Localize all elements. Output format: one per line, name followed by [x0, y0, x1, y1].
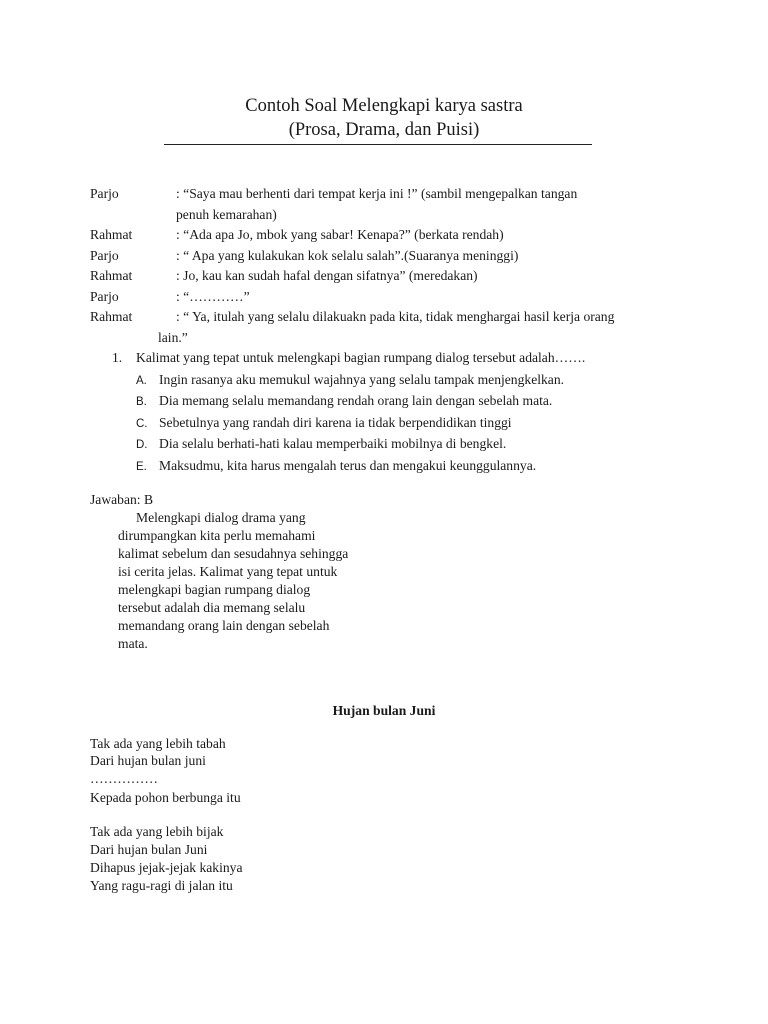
explanation-line: Melengkapi dialog drama yang: [136, 510, 306, 525]
question-number: 1.: [112, 350, 123, 365]
dialog-line: : “ Apa yang kulakukan kok selalu salah”.(Suaranya meninggi): [176, 248, 519, 263]
explanation-line: kalimat sebelum dan sesudahnya sehingga: [118, 546, 349, 561]
dialog-line: : “Saya mau berhenti dari tempat kerja ini !” (sambil mengepalkan tangan: [176, 186, 578, 201]
poem-line: Dihapus jejak-jejak kakinya: [90, 860, 243, 875]
option-letter: A.: [136, 375, 147, 387]
option-letter: B.: [136, 396, 147, 408]
explanation-line: dirumpangkan kita perlu memahami: [118, 528, 316, 543]
poem-line: Tak ada yang lebih bijak: [90, 824, 224, 839]
poem-line: ……………: [90, 771, 158, 786]
question-text: Kalimat yang tepat untuk melengkapi bagian rumpang dialog tersebut adalah…….: [136, 350, 586, 365]
option-text: Ingin rasanya aku memukul wajahnya yang selalu tampak menjengkelkan.: [159, 372, 565, 387]
explanation-line: isi cerita jelas. Kalimat yang tepat untuk: [118, 564, 338, 579]
option-letter: C.: [136, 418, 148, 430]
dialog-line: : Jo, kau kan sudah hafal dengan sifatnya” (meredakan): [176, 268, 478, 283]
dialog-line: : “Ada apa Jo, mbok yang sabar! Kenapa?” (berkata rendah): [176, 227, 504, 242]
document-subtitle: (Prosa, Drama, dan Puisi): [288, 120, 480, 140]
option-text: Sebetulnya yang randah diri karena ia tidak berpendidikan tinggi: [159, 415, 512, 430]
explanation-line: tersebut adalah dia memang selalu: [118, 600, 306, 615]
dialog-line-continuation: lain.”: [158, 330, 188, 345]
option-letter: E.: [136, 461, 147, 473]
dialog-speaker: Parjo: [90, 186, 119, 201]
option-text: Dia selalu berhati-hati kalau memperbaiki mobilnya di bengkel.: [159, 436, 507, 451]
dialog-line: : “ Ya, itulah yang selalu dilakuakn pada kita, tidak menghargai hasil kerja orang: [176, 309, 615, 324]
title-underline: [164, 144, 592, 145]
poem-line: Yang ragu-ragi di jalan itu: [90, 878, 233, 893]
dialog-speaker: Rahmat: [90, 309, 133, 324]
option-letter: D.: [136, 439, 148, 451]
document-title: Contoh Soal Melengkapi karya sastra: [245, 96, 523, 116]
explanation-line: mata.: [118, 636, 148, 651]
answer-label: Jawaban: B: [90, 492, 154, 507]
poem-line: Kepada pohon berbunga itu: [90, 790, 241, 805]
dialog-speaker: Rahmat: [90, 268, 133, 283]
dialog-speaker: Parjo: [90, 248, 119, 263]
option-text: Maksudmu, kita harus mengalah terus dan mengakui keunggulannya.: [159, 458, 537, 473]
poem-title: Hujan bulan Juni: [332, 703, 436, 718]
dialog-line-continuation: penuh kemarahan): [176, 207, 277, 222]
poem-line: Dari hujan bulan juni: [90, 753, 206, 768]
option-text: Dia memang selalu memandang rendah orang lain dengan sebelah mata.: [159, 393, 553, 408]
dialog-speaker: Parjo: [90, 289, 119, 304]
dialog-line: : “…………”: [176, 289, 250, 304]
explanation-line: memandang orang lain dengan sebelah: [118, 618, 330, 633]
poem-line: Tak ada yang lebih tabah: [90, 736, 226, 751]
dialog-speaker: Rahmat: [90, 227, 133, 242]
explanation-line: melengkapi bagian rumpang dialog: [118, 582, 311, 597]
poem-line: Dari hujan bulan Juni: [90, 842, 208, 857]
